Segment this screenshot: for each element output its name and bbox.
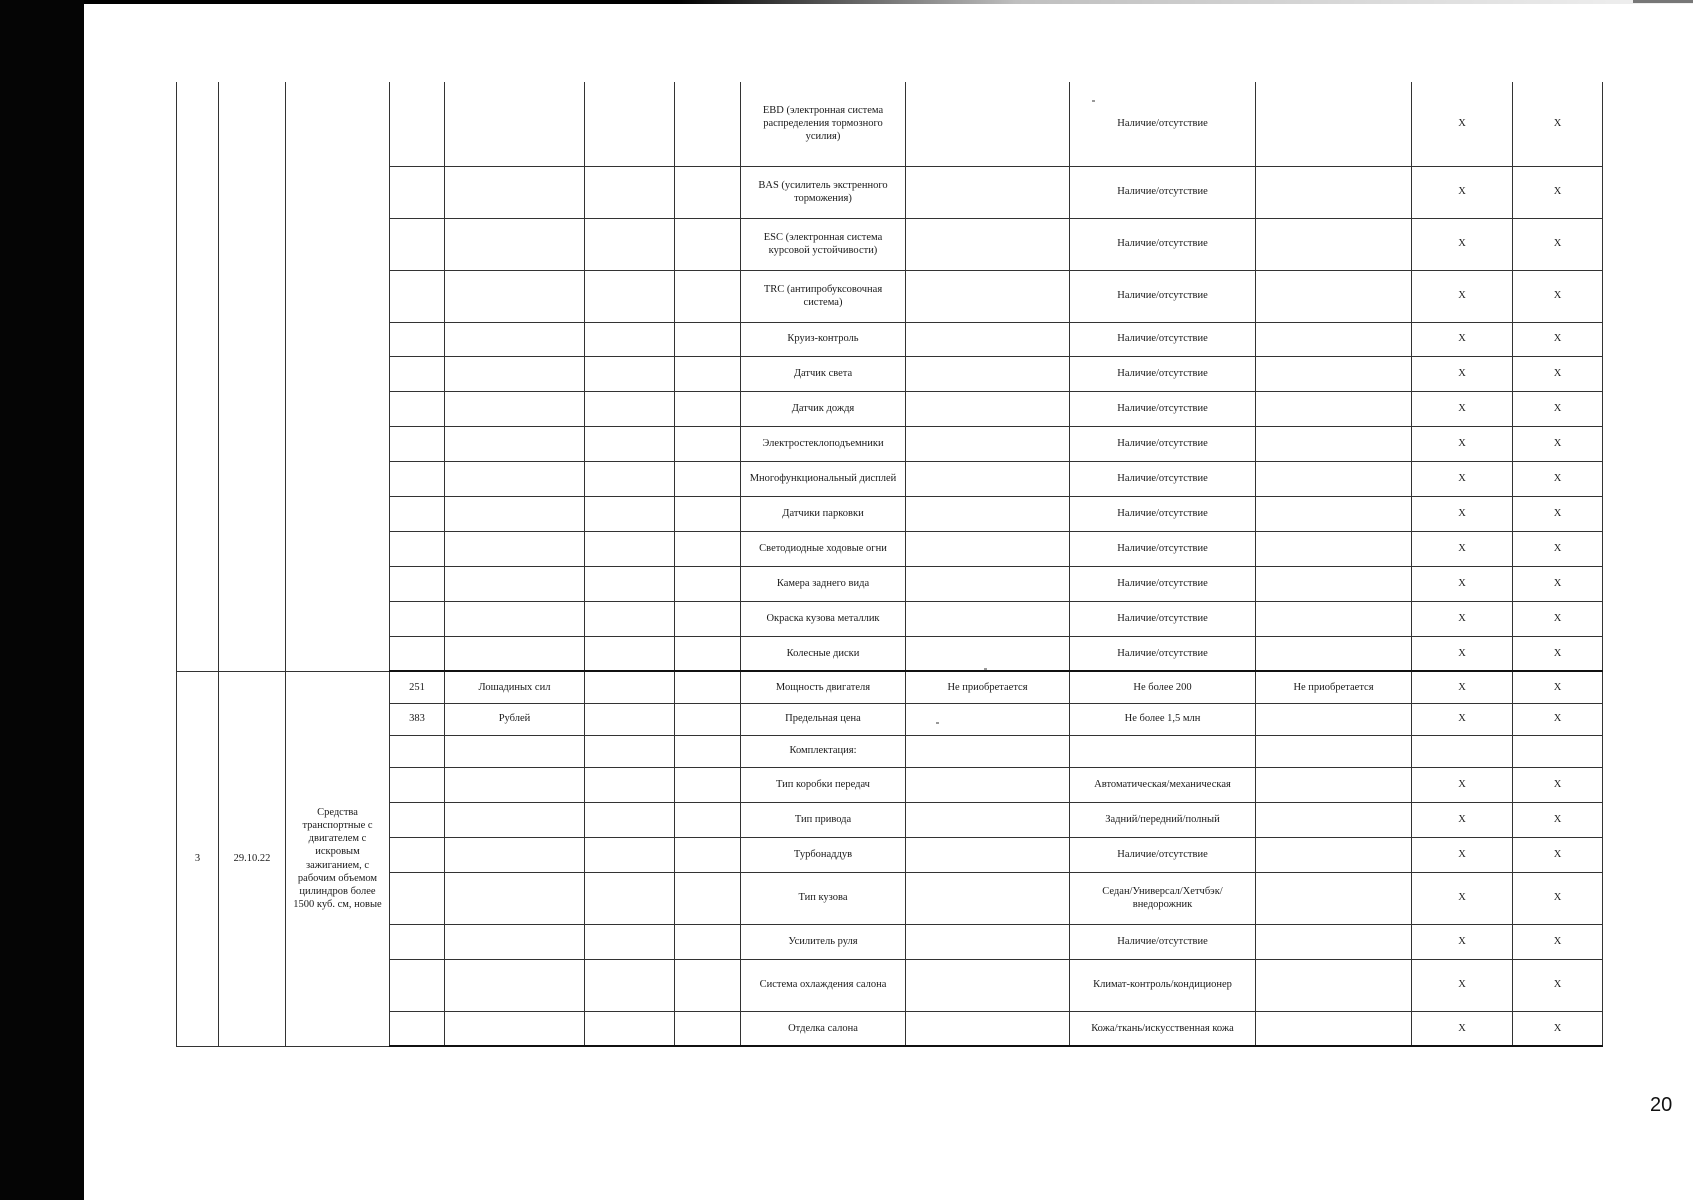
- table-row: [177, 461, 1603, 496]
- max-value-cell: Не приобретается: [1256, 671, 1412, 703]
- max-value-cell: [1256, 496, 1412, 531]
- feature-cell: Датчик света: [741, 356, 906, 391]
- unit-code-cell: [390, 566, 445, 601]
- feature-cell: Комплектация:: [741, 735, 906, 767]
- empty-cell: [675, 601, 741, 636]
- table-row: [177, 959, 1603, 1011]
- requirements-table: [176, 82, 1603, 1047]
- item-name-cell: Средства транспортные с двигателем с искровым зажиганием, с рабочим объемом цилиндров более 1500 куб. см, новые: [286, 671, 390, 1046]
- value-cell: Кожа/ткань/искусственная кожа: [1070, 1011, 1256, 1046]
- min-value-cell: [906, 1011, 1070, 1046]
- empty-cell: [585, 461, 675, 496]
- value-cell: Климат-контроль/кондиционер: [1070, 959, 1256, 1011]
- mark-cell-a: X: [1412, 270, 1513, 322]
- value-cell: Наличие/отсутствие: [1070, 837, 1256, 872]
- mark-cell-b: X: [1513, 767, 1603, 802]
- value-cell: [1070, 735, 1256, 767]
- min-value-cell: [906, 356, 1070, 391]
- unit-name-cell: [445, 356, 585, 391]
- unit-name-cell: [445, 218, 585, 270]
- feature-cell: EBD (электронная система распределения тормозного усилия): [741, 82, 906, 166]
- mark-cell-a: X: [1412, 671, 1513, 703]
- table-row: [177, 356, 1603, 391]
- table-row: [177, 566, 1603, 601]
- min-value-cell: [906, 496, 1070, 531]
- max-value-cell: [1256, 166, 1412, 218]
- unit-code-cell: [390, 837, 445, 872]
- feature-cell: Камера заднего вида: [741, 566, 906, 601]
- feature-cell: Турбонаддув: [741, 837, 906, 872]
- table-row: [177, 166, 1603, 218]
- max-value-cell: [1256, 703, 1412, 735]
- number-cell: [177, 82, 219, 671]
- max-value-cell: [1256, 426, 1412, 461]
- mark-cell-b: X: [1513, 924, 1603, 959]
- unit-code-cell: [390, 872, 445, 924]
- mark-cell-b: X: [1513, 601, 1603, 636]
- unit-name-cell: [445, 531, 585, 566]
- feature-cell: Усилитель руля: [741, 924, 906, 959]
- mark-cell-a: X: [1412, 461, 1513, 496]
- mark-cell-b: X: [1513, 1011, 1603, 1046]
- unit-code-cell: [390, 601, 445, 636]
- feature-cell: Электростеклоподъемники: [741, 426, 906, 461]
- table-row: [177, 391, 1603, 426]
- mark-cell-a: X: [1412, 218, 1513, 270]
- unit-code-cell: [390, 391, 445, 426]
- empty-cell: [585, 837, 675, 872]
- table-row: [177, 270, 1603, 322]
- scan-edge-top-right: [1633, 0, 1693, 3]
- table-row: [177, 601, 1603, 636]
- min-value-cell: [906, 270, 1070, 322]
- unit-code-cell: [390, 218, 445, 270]
- mark-cell-b: X: [1513, 636, 1603, 671]
- empty-cell: [675, 735, 741, 767]
- max-value-cell: [1256, 959, 1412, 1011]
- empty-cell: [675, 461, 741, 496]
- unit-code-cell: [390, 322, 445, 356]
- empty-cell: [675, 426, 741, 461]
- max-value-cell: [1256, 461, 1412, 496]
- unit-code-cell: [390, 924, 445, 959]
- empty-cell: [585, 735, 675, 767]
- mark-cell-a: X: [1412, 531, 1513, 566]
- min-value-cell: [906, 426, 1070, 461]
- page-number: 20: [1650, 1094, 1673, 1116]
- min-value-cell: [906, 601, 1070, 636]
- mark-cell-b: X: [1513, 802, 1603, 837]
- mark-cell-a: [1412, 735, 1513, 767]
- min-value-cell: [906, 767, 1070, 802]
- value-cell: Автоматическая/механическая: [1070, 767, 1256, 802]
- unit-code-cell: 383: [390, 703, 445, 735]
- unit-name-cell: [445, 1011, 585, 1046]
- empty-cell: [585, 356, 675, 391]
- empty-cell: [675, 959, 741, 1011]
- value-cell: Наличие/отсутствие: [1070, 636, 1256, 671]
- mark-cell-b: X: [1513, 703, 1603, 735]
- min-value-cell: [906, 924, 1070, 959]
- empty-cell: [585, 767, 675, 802]
- max-value-cell: [1256, 924, 1412, 959]
- max-value-cell: [1256, 82, 1412, 166]
- mark-cell-b: X: [1513, 959, 1603, 1011]
- mark-cell-b: X: [1513, 270, 1603, 322]
- min-value-cell: [906, 566, 1070, 601]
- max-value-cell: [1256, 601, 1412, 636]
- mark-cell-a: X: [1412, 703, 1513, 735]
- empty-cell: [675, 218, 741, 270]
- mark-cell-b: X: [1513, 531, 1603, 566]
- unit-code-cell: [390, 735, 445, 767]
- max-value-cell: [1256, 322, 1412, 356]
- unit-name-cell: [445, 270, 585, 322]
- empty-cell: [585, 166, 675, 218]
- unit-name-cell: [445, 322, 585, 356]
- value-cell: Наличие/отсутствие: [1070, 356, 1256, 391]
- feature-cell: TRC (антипробуксовочная система): [741, 270, 906, 322]
- mark-cell-b: X: [1513, 461, 1603, 496]
- empty-cell: [585, 566, 675, 601]
- mark-cell-a: X: [1412, 802, 1513, 837]
- max-value-cell: [1256, 735, 1412, 767]
- min-value-cell: [906, 735, 1070, 767]
- empty-cell: [675, 496, 741, 531]
- feature-cell: Предельная цена: [741, 703, 906, 735]
- value-cell: Не более 1,5 млн: [1070, 703, 1256, 735]
- feature-cell: Датчик дождя: [741, 391, 906, 426]
- empty-cell: [675, 802, 741, 837]
- min-value-cell: [906, 218, 1070, 270]
- unit-name-cell: [445, 426, 585, 461]
- feature-cell: Система охлаждения салона: [741, 959, 906, 1011]
- table-row: [177, 426, 1603, 461]
- unit-code-cell: [390, 959, 445, 1011]
- feature-cell: Тип коробки передач: [741, 767, 906, 802]
- empty-cell: [585, 82, 675, 166]
- empty-cell: [585, 531, 675, 566]
- feature-cell: Светодиодные ходовые огни: [741, 531, 906, 566]
- empty-cell: [675, 322, 741, 356]
- unit-name-cell: [445, 566, 585, 601]
- max-value-cell: [1256, 636, 1412, 671]
- empty-cell: [675, 270, 741, 322]
- empty-cell: [675, 391, 741, 426]
- unit-name-cell: Лошадиных сил: [445, 671, 585, 703]
- feature-cell: Окраска кузова металлик: [741, 601, 906, 636]
- mark-cell-a: X: [1412, 391, 1513, 426]
- empty-cell: [585, 1011, 675, 1046]
- empty-cell: [585, 959, 675, 1011]
- value-cell: Задний/передний/полный: [1070, 802, 1256, 837]
- feature-cell: Многофункциональный дисплей: [741, 461, 906, 496]
- empty-cell: [675, 703, 741, 735]
- value-cell: Не более 200: [1070, 671, 1256, 703]
- max-value-cell: [1256, 837, 1412, 872]
- empty-cell: [675, 531, 741, 566]
- mark-cell-b: X: [1513, 218, 1603, 270]
- empty-cell: [585, 270, 675, 322]
- max-value-cell: [1256, 218, 1412, 270]
- unit-name-cell: [445, 601, 585, 636]
- unit-name-cell: [445, 767, 585, 802]
- unit-code-cell: [390, 82, 445, 166]
- mark-cell-a: X: [1412, 959, 1513, 1011]
- unit-name-cell: [445, 461, 585, 496]
- feature-cell: Тип кузова: [741, 872, 906, 924]
- min-value-cell: [906, 531, 1070, 566]
- empty-cell: [675, 82, 741, 166]
- unit-name-cell: [445, 166, 585, 218]
- code-cell: [219, 82, 286, 671]
- table-body: [177, 82, 1603, 1046]
- mark-cell-b: X: [1513, 356, 1603, 391]
- empty-cell: [675, 356, 741, 391]
- min-value-cell: [906, 166, 1070, 218]
- max-value-cell: [1256, 270, 1412, 322]
- min-value-cell: [906, 461, 1070, 496]
- mark-cell-a: X: [1412, 426, 1513, 461]
- mark-cell-a: X: [1412, 601, 1513, 636]
- table-row: [177, 872, 1603, 924]
- min-value-cell: [906, 872, 1070, 924]
- value-cell: Наличие/отсутствие: [1070, 924, 1256, 959]
- unit-code-cell: [390, 426, 445, 461]
- mark-cell-a: X: [1412, 872, 1513, 924]
- value-cell: Седан/Универсал/Хетчбэк/внедорожник: [1070, 872, 1256, 924]
- empty-cell: [675, 837, 741, 872]
- empty-cell: [585, 802, 675, 837]
- table-row: [177, 496, 1603, 531]
- mark-cell-a: X: [1412, 356, 1513, 391]
- document-page: [84, 4, 1693, 1200]
- max-value-cell: [1256, 802, 1412, 837]
- mark-cell-a: X: [1412, 322, 1513, 356]
- item-code-cell: 29.10.22: [219, 671, 286, 1046]
- max-value-cell: [1256, 391, 1412, 426]
- feature-cell: Круиз-контроль: [741, 322, 906, 356]
- name-cell: [286, 82, 390, 671]
- table-row: [177, 767, 1603, 802]
- empty-cell: [675, 1011, 741, 1046]
- unit-code-cell: [390, 166, 445, 218]
- mark-cell-b: [1513, 735, 1603, 767]
- table-row: [177, 636, 1603, 671]
- min-value-cell: [906, 802, 1070, 837]
- value-cell: Наличие/отсутствие: [1070, 566, 1256, 601]
- table-row: [177, 531, 1603, 566]
- table-row: [177, 1011, 1603, 1046]
- mark-cell-b: X: [1513, 166, 1603, 218]
- unit-code-cell: 251: [390, 671, 445, 703]
- unit-name-cell: [445, 735, 585, 767]
- table-row: [177, 837, 1603, 872]
- empty-cell: [675, 767, 741, 802]
- min-value-cell: [906, 322, 1070, 356]
- unit-name-cell: Рублей: [445, 703, 585, 735]
- max-value-cell: [1256, 767, 1412, 802]
- value-cell: Наличие/отсутствие: [1070, 82, 1256, 166]
- empty-cell: [585, 924, 675, 959]
- mark-cell-a: X: [1412, 837, 1513, 872]
- unit-name-cell: [445, 636, 585, 671]
- max-value-cell: [1256, 531, 1412, 566]
- feature-cell: Мощность двигателя: [741, 671, 906, 703]
- mark-cell-a: X: [1412, 566, 1513, 601]
- value-cell: Наличие/отсутствие: [1070, 426, 1256, 461]
- value-cell: Наличие/отсутствие: [1070, 218, 1256, 270]
- mark-cell-b: X: [1513, 872, 1603, 924]
- mark-cell-a: X: [1412, 924, 1513, 959]
- unit-name-cell: [445, 872, 585, 924]
- min-value-cell: [906, 837, 1070, 872]
- value-cell: Наличие/отсутствие: [1070, 391, 1256, 426]
- value-cell: Наличие/отсутствие: [1070, 601, 1256, 636]
- empty-cell: [675, 872, 741, 924]
- unit-code-cell: [390, 767, 445, 802]
- min-value-cell: [906, 636, 1070, 671]
- table-row: [177, 802, 1603, 837]
- value-cell: Наличие/отсутствие: [1070, 166, 1256, 218]
- feature-cell: Колесные диски: [741, 636, 906, 671]
- item-number-cell: 3: [177, 671, 219, 1046]
- scan-speck: [1092, 100, 1095, 102]
- table-row: [177, 703, 1603, 735]
- scan-edge-left: [0, 0, 84, 1200]
- mark-cell-b: X: [1513, 82, 1603, 166]
- unit-name-cell: [445, 924, 585, 959]
- unit-code-cell: [390, 356, 445, 391]
- table-row: [177, 671, 1603, 703]
- max-value-cell: [1256, 566, 1412, 601]
- value-cell: Наличие/отсутствие: [1070, 461, 1256, 496]
- scan-speck: [936, 722, 939, 724]
- empty-cell: [675, 566, 741, 601]
- empty-cell: [585, 703, 675, 735]
- min-value-cell: [906, 959, 1070, 1011]
- empty-cell: [585, 601, 675, 636]
- unit-code-cell: [390, 531, 445, 566]
- table-row: [177, 218, 1603, 270]
- mark-cell-a: X: [1412, 166, 1513, 218]
- empty-cell: [585, 426, 675, 461]
- unit-code-cell: [390, 496, 445, 531]
- empty-cell: [675, 671, 741, 703]
- max-value-cell: [1256, 356, 1412, 391]
- value-cell: Наличие/отсутствие: [1070, 270, 1256, 322]
- empty-cell: [585, 872, 675, 924]
- empty-cell: [675, 636, 741, 671]
- table-row: [177, 735, 1603, 767]
- empty-cell: [585, 636, 675, 671]
- mark-cell-b: X: [1513, 426, 1603, 461]
- table-row: [177, 924, 1603, 959]
- min-value-cell: [906, 391, 1070, 426]
- mark-cell-b: X: [1513, 837, 1603, 872]
- unit-name-cell: [445, 837, 585, 872]
- mark-cell-a: X: [1412, 1011, 1513, 1046]
- feature-cell: BAS (усилитель экстренного торможения): [741, 166, 906, 218]
- min-value-cell: [906, 703, 1070, 735]
- unit-name-cell: [445, 391, 585, 426]
- mark-cell-b: X: [1513, 322, 1603, 356]
- feature-cell: Датчики парковки: [741, 496, 906, 531]
- unit-code-cell: [390, 802, 445, 837]
- min-value-cell: Не приобретается: [906, 671, 1070, 703]
- empty-cell: [675, 166, 741, 218]
- table-row: [177, 322, 1603, 356]
- value-cell: Наличие/отсутствие: [1070, 322, 1256, 356]
- value-cell: Наличие/отсутствие: [1070, 496, 1256, 531]
- feature-cell: Отделка салона: [741, 1011, 906, 1046]
- empty-cell: [675, 924, 741, 959]
- empty-cell: [585, 671, 675, 703]
- min-value-cell: [906, 82, 1070, 166]
- mark-cell-b: X: [1513, 566, 1603, 601]
- mark-cell-a: X: [1412, 767, 1513, 802]
- empty-cell: [585, 322, 675, 356]
- empty-cell: [585, 496, 675, 531]
- scan-speck: [984, 668, 987, 670]
- mark-cell-a: X: [1412, 636, 1513, 671]
- unit-name-cell: [445, 82, 585, 166]
- unit-code-cell: [390, 270, 445, 322]
- unit-code-cell: [390, 1011, 445, 1046]
- feature-cell: ESC (электронная система курсовой устойчивости): [741, 218, 906, 270]
- max-value-cell: [1256, 872, 1412, 924]
- unit-code-cell: [390, 636, 445, 671]
- unit-code-cell: [390, 461, 445, 496]
- unit-name-cell: [445, 802, 585, 837]
- mark-cell-a: X: [1412, 496, 1513, 531]
- unit-name-cell: [445, 959, 585, 1011]
- mark-cell-b: X: [1513, 391, 1603, 426]
- value-cell: Наличие/отсутствие: [1070, 531, 1256, 566]
- unit-name-cell: [445, 496, 585, 531]
- mark-cell-a: X: [1412, 82, 1513, 166]
- mark-cell-b: X: [1513, 671, 1603, 703]
- table-row: [177, 82, 1603, 166]
- feature-cell: Тип привода: [741, 802, 906, 837]
- empty-cell: [585, 218, 675, 270]
- max-value-cell: [1256, 1011, 1412, 1046]
- empty-cell: [585, 391, 675, 426]
- mark-cell-b: X: [1513, 496, 1603, 531]
